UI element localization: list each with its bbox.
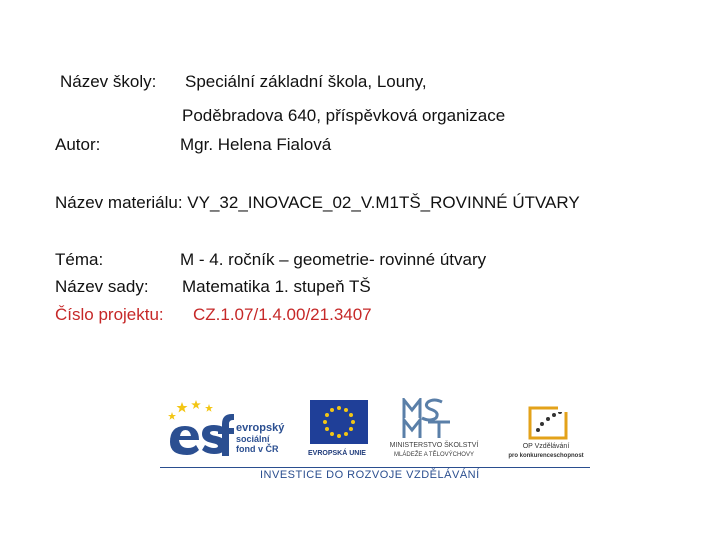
esf-text <box>236 422 284 454</box>
eu-logo <box>310 398 368 466</box>
esf-text-line-3: fond v ČR <box>236 444 279 454</box>
msmt-caption: MINISTERSTVO ŠKOLSTVÍ <box>389 442 479 449</box>
project-value: CZ.1.07/1.4.00/21.3407 <box>193 305 372 324</box>
logos-divider <box>160 467 590 468</box>
msmt-logo <box>370 398 488 466</box>
esf-text-line-1: evropský <box>236 422 285 434</box>
op-mark-icon <box>526 400 570 442</box>
op-caption: OP Vzdělávání <box>522 443 570 450</box>
op-vzdelavani-logo <box>502 398 590 466</box>
esf-text-line-2: sociální <box>236 434 270 444</box>
topic-label: Téma: <box>55 250 104 269</box>
investment-footer: INVESTICE DO ROZVOJE VZDĚLÁVÁNÍ <box>260 469 480 481</box>
op-subcaption: pro konkurenceschopnost <box>508 453 584 459</box>
msmt-mark-icon <box>402 398 452 440</box>
set-value: Matematika 1. stupeň TŠ <box>182 277 371 296</box>
funding-logos-strip <box>160 398 590 484</box>
eu-caption: EVROPSKÁ UNIE <box>308 450 366 457</box>
school-value-line2: Poděbradova 640, příspěvková organizace <box>182 106 506 125</box>
school-label: Název školy: <box>60 72 157 91</box>
msmt-subcaption: MLÁDEŽE A TĚLOVÝCHOVY <box>394 452 474 458</box>
author-label: Autor: <box>55 135 101 154</box>
school-value: Speciální základní škola, Louny, <box>185 72 427 91</box>
esf-mark-icon <box>162 398 234 464</box>
topic-value: M - 4. ročník – geometrie- rovinné útvary <box>180 250 487 269</box>
material-name: Název materiálu: VY_32_INOVACE_02_V.M1TŠ_ROVINNÉ ÚTVARY <box>55 193 580 212</box>
author-value: Mgr. Helena Fialová <box>180 135 332 154</box>
set-label: Název sady: <box>55 277 149 296</box>
project-label: Číslo projektu: <box>55 305 164 324</box>
eu-flag-icon <box>310 400 368 444</box>
esf-logo <box>162 398 308 466</box>
